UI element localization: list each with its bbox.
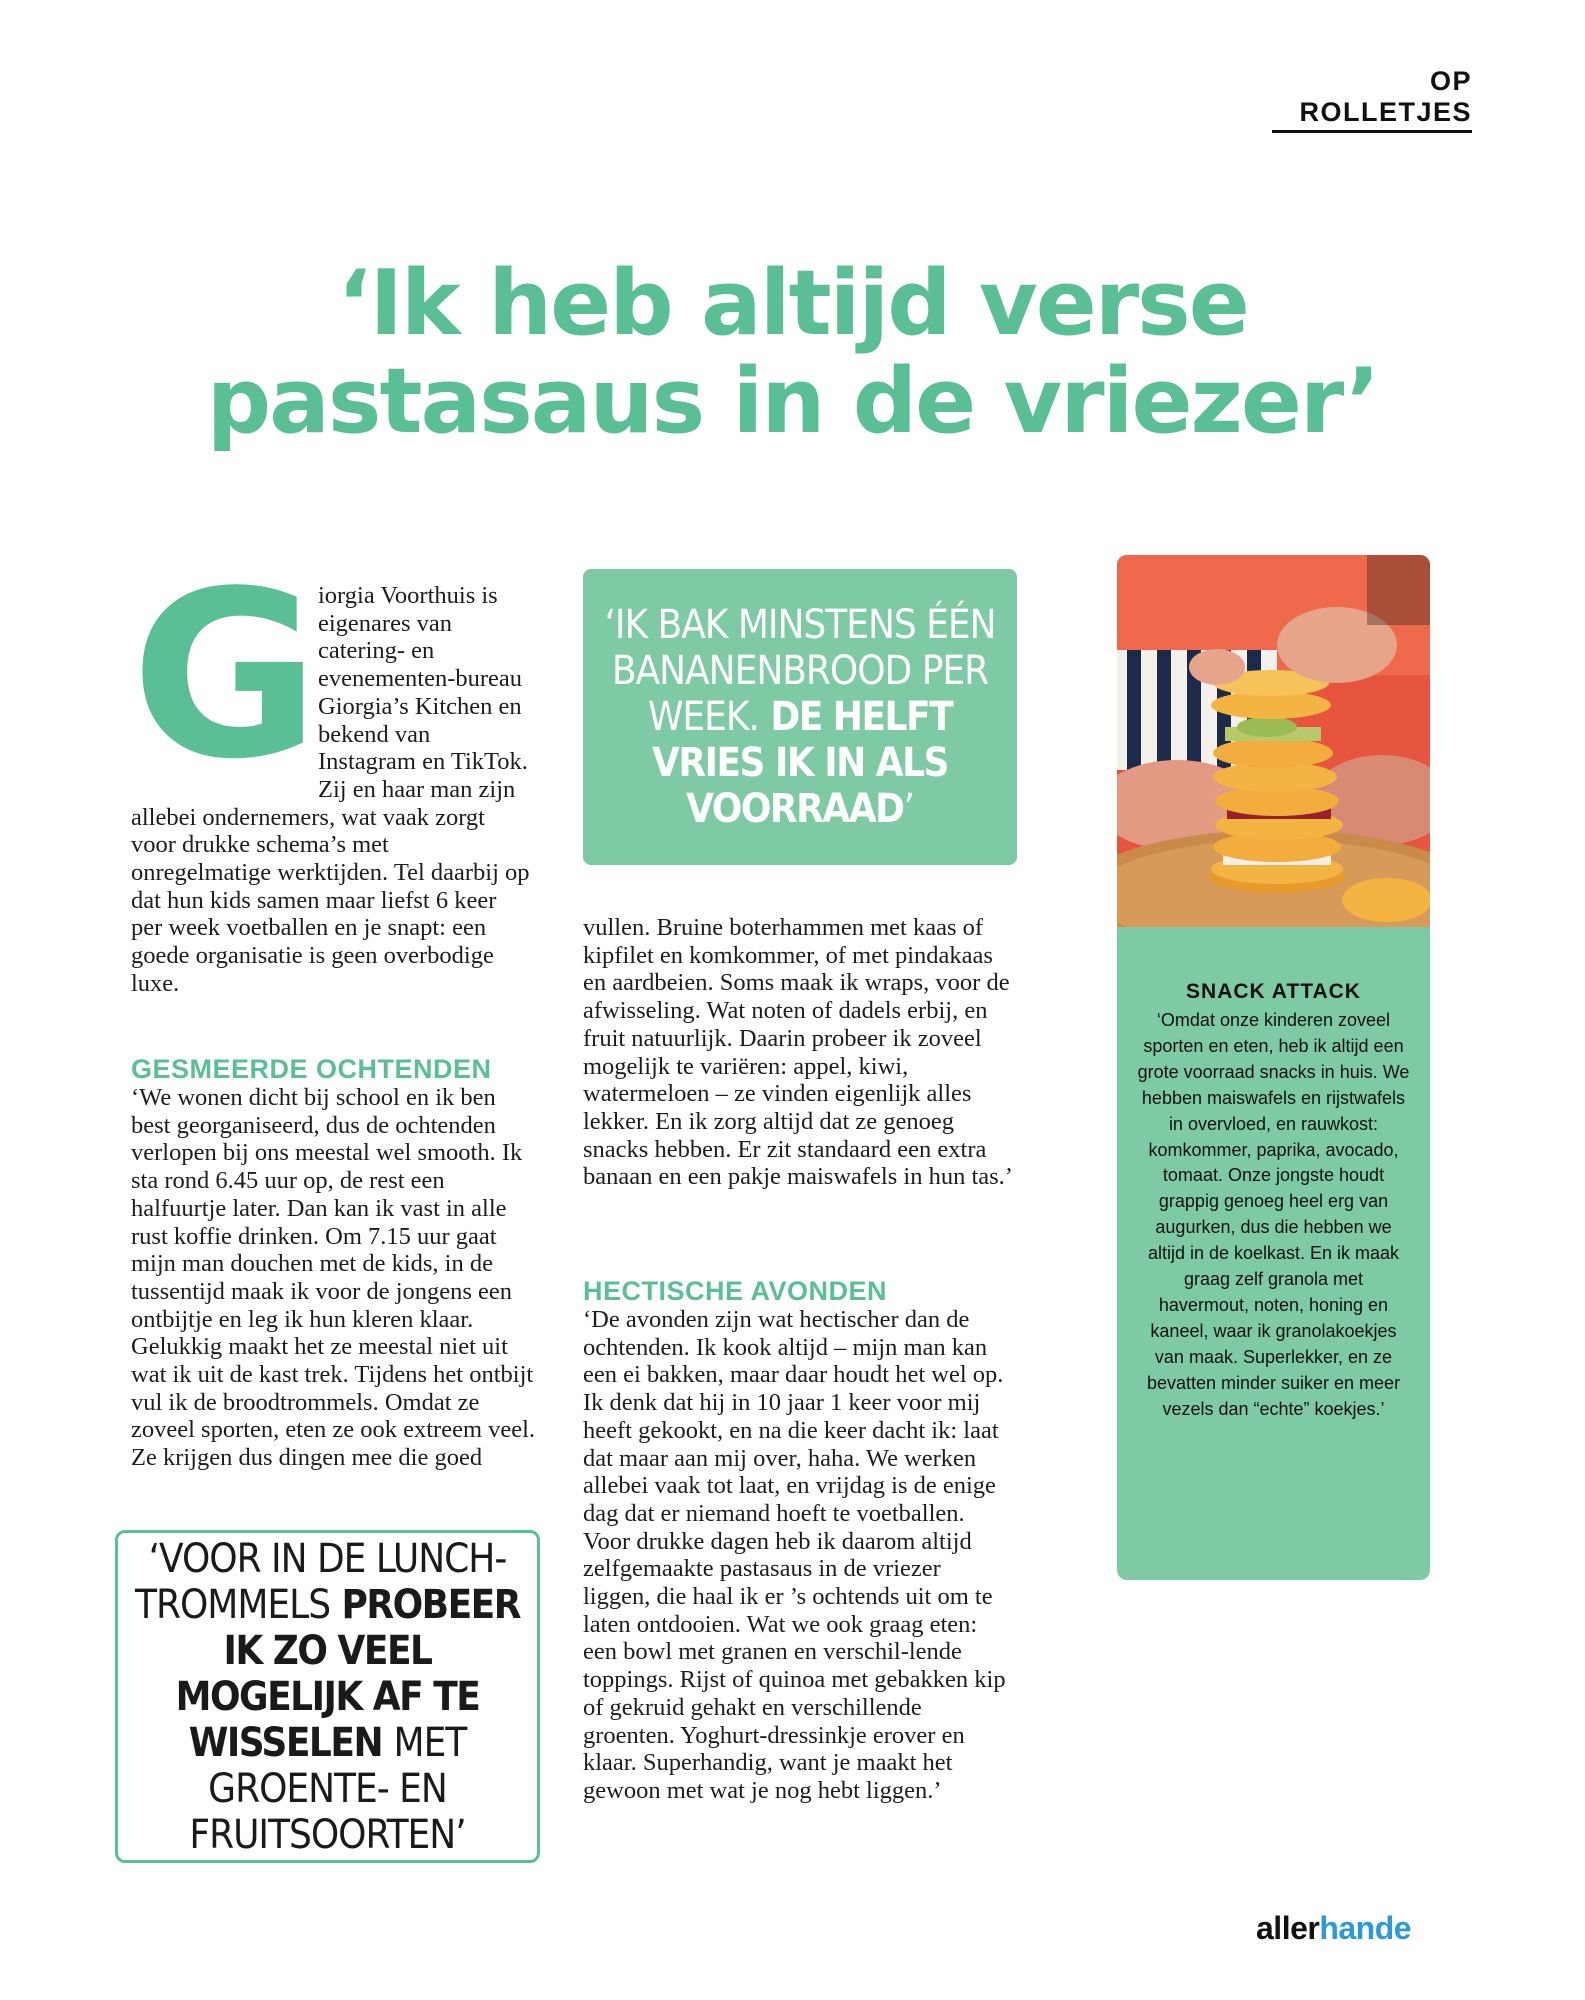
pullquote-lunch-light-1: ‘VOOR IN DE LUNCH-TROMMELS: [135, 1535, 507, 1628]
pullquote-lunch-light-2: MET GROENTE- EN FRUITSOORTEN’: [189, 1719, 467, 1858]
lunchbox-paragraph: [583, 914, 1013, 1191]
pullquote-bananabread-text: [600, 602, 1000, 832]
pullquote-lunch-bold: PROBEER IK ZO VEEL MOGELIJK AF TE WISSELEN: [175, 1581, 520, 1766]
photo-rice-cake-stack: [1117, 555, 1430, 927]
brand-logo-part-2: hande: [1319, 1910, 1412, 1946]
headline: [60, 251, 1525, 454]
brand-logo: [1256, 1910, 1411, 1947]
section-label: OP ROLLETJES: [1272, 66, 1472, 133]
pullquote-lunch-text: [133, 1536, 523, 1858]
sidebar-text: ‘Omdat onze kinderen zoveel sporten en eten, heb ik altijd een grote voorraad snacks in huis. We hebben maiswafels en rijstwafels in overvloed, en rauwkost: komkommer, paprika, avocado, tomaat. Onze jongste houdt grappig genoeg heel erg van augurken, dus die hebben we altijd in de koelkast. En ik maak graag zelf granola met havermout, noten, honing en kaneel, waar ik granolakoekjes van maak. Superlekker, en ze bevatten minder suiker en meer vezels dan “echte” koekjes.’: [1137, 1010, 1410, 1419]
evening-paragraph: [583, 1306, 1013, 1805]
brand-logo-part-1: aller: [1256, 1910, 1320, 1946]
intro-paragraph: [131, 543, 531, 998]
subheading-morning: GESMEERDE OCHTENDEN: [131, 1054, 492, 1084]
pullquote-lunch: [115, 1530, 540, 1863]
evening-text: ‘De avonden zijn wat hectischer dan de ochtenden. Ik kook altijd – mijn man kan een ei bakken, maar daar houdt het wel op. Ik denk dat hij in 10 jaar 1 keer voor mij heeft gekookt, en na die keer dacht ik: laat dat maar aan mij over, haha. We werken allebei vaak tot laat, en vrijdag is de enige dag dat er niemand hoeft te voetballen. Voor drukke dagen heb ik daarom altijd zelfgemaakte pastasaus in de vriezer liggen, die haal ik er ’s ochtends uit om te laten ontdooien. Wat we ook graag eten: een bowl met granen en verschil-lende toppings. Rijst of quinoa met gebakken kip of gekruid gehakt en verschillende groenten. Yoghurt-dressinkje erover en klaar. Superhandig, want je maakt het gewoon met wat je nog hebt liggen.’: [583, 1306, 1006, 1804]
drop-cap: G: [131, 543, 320, 810]
pullquote-bananabread-close: ’: [903, 786, 914, 832]
sidebar-title: SNACK ATTACK: [1186, 980, 1361, 1003]
pullquote-bananabread-light: ‘IK BAK MINSTENS ÉÉN BANANENBROOD PER WEEK.: [604, 602, 996, 740]
morning-paragraph: [131, 1084, 536, 1472]
pullquote-bananabread: [583, 569, 1017, 865]
sidebar-snack-attack: [1117, 555, 1430, 1580]
headline-line-1: ‘Ik heb altijd verse: [337, 251, 1248, 356]
morning-text: ‘We wonen dicht bij school en ik ben best georganiseerd, dus de ochtenden verlopen bij ons meestal wel smooth. Ik sta rond 6.45 uur op, de rest een halfuurtje later. Dan kan ik vast in alle rust koffie drinken. Om 7.15 uur gaat mijn man douchen met de kids, in de tussentijd maak ik voor de jongens een ontbijtje en leg ik hun kleren klaar. Gelukkig maakt het ze meestal niet uit wat ik uit de kast trek. Tijdens het ontbijt vul ik de broodtrommels. Omdat ze zoveel sporten, eten ze ook extreem veel. Ze krijgen dus dingen mee die goed: [131, 1084, 536, 1472]
headline-line-2: pastasaus in de vriezer’: [206, 349, 1379, 454]
subheading-evening: HECTISCHE AVONDEN: [583, 1276, 888, 1306]
intro-text: iorgia Voorthuis is eigenares van catering- en evenementen-bureau Giorgia’s Kitchen en bekend van Instagram en TikTok. Zij en haar man zijn allebei ondernemers, wat vaak zorgt voor drukke schema’s met onregelmatige werktijden. Tel daarbij op dat hun kids samen maar liefst 6 keer per week voetballen en je snapt: een goede organisatie is geen overbodige luxe.: [131, 582, 530, 997]
lunchbox-text: vullen. Bruine boterhammen met kaas of kipfilet en komkommer, of met pindakaas en aardbeien. Soms maak ik wraps, voor de afwisseling. Wat noten of dadels erbij, en fruit natuurlijk. Daarin probeer ik zoveel mogelijk te variëren: appel, kiwi, watermeloen – ze vinden eigenlijk alles lekker. En ik zorg altijd dat ze genoeg snacks hebben. Er zit standaard een extra banaan en een pakje maiswafels in hun tas.’: [583, 914, 1013, 1191]
photo-illustration: [1117, 555, 1430, 927]
pullquote-bananabread-bold: DE HELFT VRIES IK IN ALS VOORRAAD: [652, 694, 953, 832]
